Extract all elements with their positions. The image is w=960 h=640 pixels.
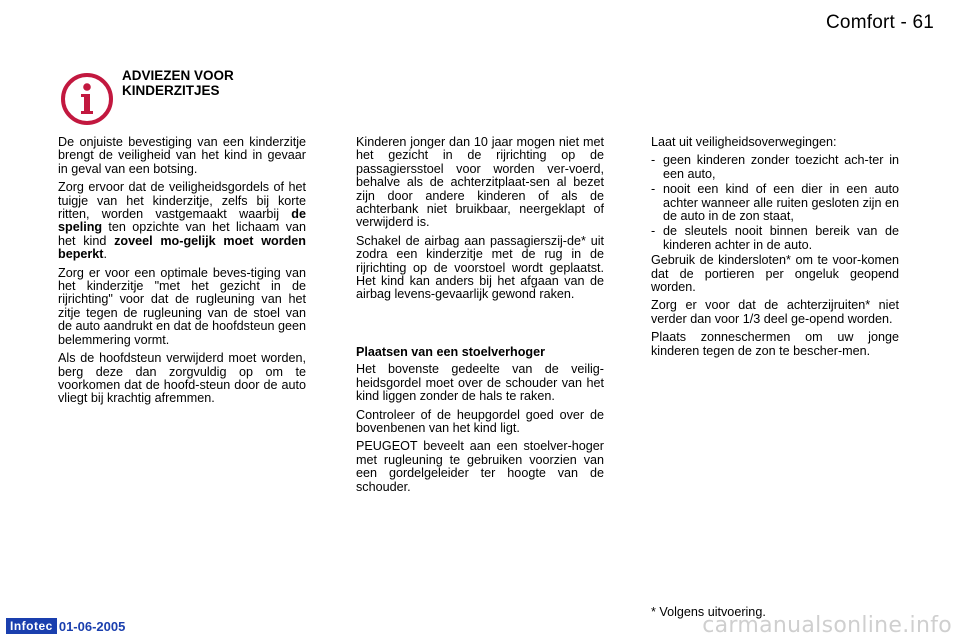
- column-3: [651, 136, 899, 363]
- col2-paragraph-5: PEUGEOT beveelt aan een stoelver-hoger met rugleuning te gebruiken voorzien van een gordelgeleider ter hoogte van de schouder.: [356, 439, 604, 494]
- col2-paragraph-1: Kinderen jonger dan 10 jaar mogen niet met het gezicht in de rijrichting op de passagiersstoel voor worden ver-voerd, behalve als de achterzitplaat-sen al bezet zijn door andere kinderen of als de achterbank niet bruikbaar, neergeklapt of verwijderd is.: [356, 135, 604, 230]
- column-2: [356, 136, 604, 499]
- col3-paragraph-1: Gebruik de kindersloten* om te voor-komen dat de portieren per ongeluk geopend worden.: [651, 253, 899, 295]
- col3-paragraph-3: Plaats zonneschermen om uw jonge kinderen tegen de zon te bescher-men.: [651, 330, 899, 358]
- col3-intro: Laat uit veiligheidsoverwegingen:: [651, 135, 837, 149]
- list-item: - nooit een kind of een dier in een auto achter wanneer alle ruiten gesloten zijn en de auto in de zon staat,: [651, 183, 899, 223]
- text-run: Zorg ervoor dat de veiligheidsgordels of het tuigje van het kinderzitje, zelfs bij korte ritten, worden vastgemaakt waarbij: [58, 180, 306, 222]
- list-item: - geen kinderen zonder toezicht ach-ter in een auto,: [651, 154, 899, 181]
- section-heading-line1: ADVIEZEN VOOR: [122, 68, 234, 83]
- col1-paragraph-1: De onjuiste bevestiging van een kinderzitje brengt de veiligheid van het kind in gevaar in geval van een botsing.: [58, 135, 306, 176]
- page-title: Comfort - 61: [826, 12, 934, 33]
- section-heading-line2: KINDERZITJES: [122, 83, 220, 98]
- watermark: carmanualsonline.info: [702, 613, 952, 638]
- info-icon: [60, 72, 114, 126]
- footnote: * Volgens uitvoering.: [651, 605, 766, 619]
- footer: [6, 618, 125, 634]
- col1-paragraph-3: Zorg er voor een optimale beves-tiging van het kinderzitje "met het gezicht in de rijrichting" voor dat de rugleuning van het zitje tegen de rugleuning van de stoel van de auto aandrukt en dat de hoofdsteun geen belemmering vormt.: [58, 265, 306, 347]
- col2-paragraph-4: Controleer of de heupgordel goed over de bovenbenen van het kind ligt.: [356, 407, 604, 435]
- bold-text-run: de speling: [58, 207, 306, 235]
- infotec-logo: Infotec: [6, 618, 57, 634]
- column-1: [58, 136, 306, 411]
- col2-paragraph-3: Het bovenste gedeelte van de veilig-heidsgordel moet over de schouder van het kind liggen zonder de hals te raken.: [356, 362, 604, 404]
- bold-text-run: zoveel mo-gelijk moet worden beperkt: [58, 233, 306, 262]
- subheading-booster: Plaatsen van een stoelverhoger: [356, 344, 545, 359]
- text-run: .: [103, 247, 107, 262]
- col3-paragraph-2: Zorg er voor dat de achterzijruiten* niet verder dan voor 1/3 deel ge-opend worden.: [651, 298, 899, 326]
- safety-list: [651, 154, 899, 252]
- col2-paragraph-2: Schakel de airbag aan passagierszij-de* uit zodra een kinderzitje met de rug in de rijrichting op de voorstoel wordt geplaatst. Het kind kan anders bij het afgaan van de airbag levens-gevaarlijk gewond raken.: [356, 233, 604, 302]
- section-heading: [122, 68, 234, 98]
- text-run: ten opzichte van het lichaam van het kind: [58, 220, 306, 248]
- col1-paragraph-2: [58, 181, 306, 261]
- col1-paragraph-4: Als de hoofdsteun verwijderd moet worden, berg deze dan zorgvuldig op om te voorkomen dat de hoofd-steun door de auto vliegt bij krachtig afremmen.: [58, 351, 306, 406]
- footer-date: 01-06-2005: [58, 618, 126, 634]
- list-item: - de sleutels nooit binnen bereik van de kinderen achter in de auto.: [651, 225, 899, 252]
